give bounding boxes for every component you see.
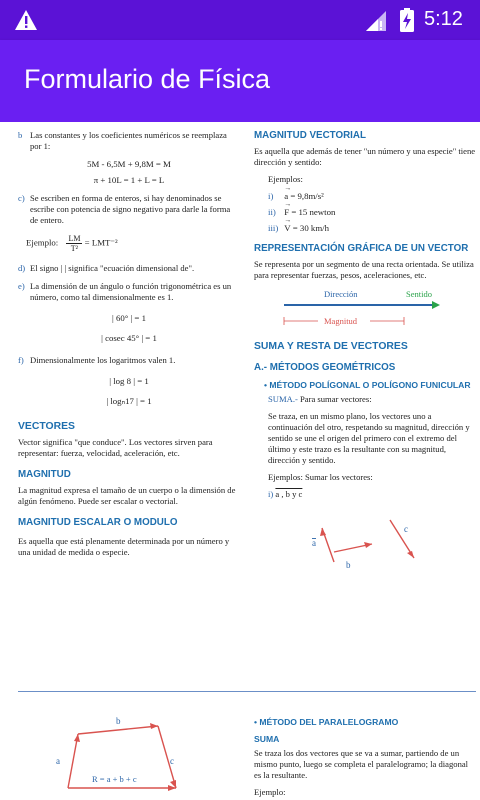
heading-metodo-poligonal: • MÉTODO POLÍGONAL O POLÍGONO FUNICULAR (264, 380, 471, 390)
paragraph: Es aquella que además de tener "un número y una especie" tiene dirección y sentido: (254, 146, 476, 167)
examples-label: Ejemplos: (268, 174, 303, 184)
paragraph: Se representa por un segmento de una recta orientada. Se utiliza para representar fuerzas, pesos, aceleraciones, etc. (254, 259, 474, 280)
poly-a-label: a (56, 756, 60, 766)
example-item (268, 191, 476, 201)
rule-e (18, 281, 240, 303)
example-fraction (26, 234, 240, 253)
suma-label: SUMA.- (268, 394, 298, 404)
example-item (268, 207, 476, 217)
vector-b-label: b (346, 560, 351, 570)
rule-text: El signo | | significa "ecuación dimensional de". (30, 263, 195, 273)
polygon-sum-diagram (50, 712, 210, 796)
arrowhead-icon (364, 542, 372, 548)
vector-symbol: → a (284, 191, 288, 201)
rule-b (18, 130, 240, 152)
equation: | log 8 | = 1 (109, 376, 149, 386)
vector-a-label: a (312, 538, 316, 548)
arrowhead-icon (432, 301, 440, 309)
vector-diagram (254, 287, 476, 333)
equation: π + 10L = 1 + L = L (93, 175, 165, 185)
vector-symbol: → V (284, 223, 290, 233)
rule-letter: b (18, 130, 23, 140)
examples-sum-label: Ejemplos: Sumar los vectores: (268, 472, 373, 482)
example-value: = 9,8m/s² (290, 191, 324, 201)
vector-c-label: c (404, 524, 408, 534)
heading-magnitud: MAGNITUD (18, 469, 71, 480)
heading-suma: SUMA (254, 734, 280, 744)
battery-charging-icon (400, 8, 414, 37)
example-number: iii) (268, 223, 279, 233)
rule-text: Se escriben en forma de enteros, si hay denominados se escribe con potencia de signo negativo para darle la forma de entero. (30, 193, 231, 225)
arrowhead-icon (74, 734, 80, 742)
rule-f (18, 355, 240, 366)
direction-label: Dirección (324, 289, 358, 299)
equation: 5M - 6,5M + 9,8M = M (87, 159, 171, 169)
app-title: Formulario de Física (24, 64, 271, 94)
sense-label: Sentido (406, 289, 432, 299)
vector-symbol: → F (284, 207, 289, 217)
arrowhead-icon (150, 723, 158, 729)
example-label: Ejemplo: (254, 787, 286, 797)
clock: 5:12 (424, 8, 463, 30)
fraction-result: = LMT⁻² (84, 237, 118, 248)
paragraph: Se traza los dos vectores que se va a sumar, partiendo de un mismo punto, luego se completa el paralelogramo; la diagonal es la resultante. (254, 748, 469, 780)
resultant-label: R = a + b + c (92, 774, 137, 784)
fraction-numerator: LM (68, 234, 81, 243)
heading-metodos-geometricos: A.- MÉTODOS GEOMÉTRICOS (254, 362, 396, 373)
rule-text: Dimensionalmente los logaritmos valen 1. (30, 355, 176, 365)
rule-c (18, 193, 240, 226)
rule-text: La dimensión de un ángulo o función trigonométrica es un número, como tal dimensionalmente es 1. (30, 281, 232, 302)
rule-letter: f) (18, 355, 24, 365)
arrowhead-icon (407, 551, 414, 558)
heading-vectores: VECTORES (18, 421, 75, 432)
poly-b-label: b (116, 716, 121, 726)
formula-page[interactable] (0, 122, 480, 800)
example-number: ii) (268, 207, 276, 217)
rule-letter: d) (18, 263, 26, 273)
poly-vector-a (68, 734, 78, 788)
heading-representacion: REPRESENTACIÓN GRÁFICA DE UN VECTOR (254, 243, 469, 254)
paragraph: Vector significa "que conduce". Los vectores sirven para representar: fuerza, velocidad, aceleración, etc. (18, 437, 213, 458)
poly-c-label: c (170, 756, 174, 766)
paragraph: Es aquella que está plenamente determinada por un número y una unidad de medida o especie. (18, 536, 230, 557)
rule-d (18, 263, 240, 274)
heading-magnitud-escalar: MAGNITUD ESCALAR O MODULO (18, 517, 178, 528)
vectors-list (268, 489, 476, 500)
paragraph: Se traza, en un mismo plano, los vectores uno a continuación del otro, respetando su magnitud, dirección y sentido se une el origen del primero con el extremo del último y este trazo es la resultante con su magnitud, dirección y sentido. (268, 411, 470, 465)
suma-line (268, 394, 476, 405)
equation: | logₙ17 | = 1 (106, 396, 152, 406)
fraction-denominator: T² (70, 244, 79, 253)
magnitude-label: Magnitud (324, 316, 358, 326)
vectors-list-text: a , b y c (275, 489, 303, 499)
rule-letter: e) (18, 281, 25, 291)
left-column (18, 130, 240, 564)
list-number: i) (268, 489, 274, 499)
example-label: Ejemplo: (26, 237, 59, 248)
signal-icon (366, 11, 388, 36)
right-column (254, 130, 476, 572)
warning-icon (14, 9, 38, 36)
rule-text: Las constantes y los coeficientes numéricos se reemplaza por 1: (30, 130, 227, 151)
suma-text: Para sumar vectores: (300, 394, 372, 404)
heading-magnitud-vectorial: MAGNITUD VECTORIAL (254, 130, 366, 141)
page-divider (18, 691, 476, 692)
paragraph: La magnitud expresa el tamaño de un cuerpo o la dimensión de algún fenómeno. Puede ser escalar o vectorial. (18, 485, 236, 506)
paralelogramo-section (254, 710, 476, 800)
heading-metodo-paralelogramo: • MÉTODO DEL PARALELOGRAMO (254, 717, 399, 727)
example-number: i) (268, 191, 274, 201)
fraction (66, 234, 82, 253)
rule-letter: c) (18, 193, 25, 203)
equation: | 60° | = 1 (112, 313, 146, 323)
vectors-example-diagram (254, 506, 476, 572)
poly-vector-b (78, 726, 158, 734)
example-value: = 15 newton (291, 207, 336, 217)
heading-suma-resta: SUMA Y RESTA DE VECTORES (254, 341, 408, 352)
example-item (268, 223, 476, 233)
equation: | cosec 45° | = 1 (101, 333, 157, 343)
app-bar (0, 40, 480, 122)
example-value: = 30 km/h (292, 223, 330, 233)
status-bar (0, 0, 480, 40)
